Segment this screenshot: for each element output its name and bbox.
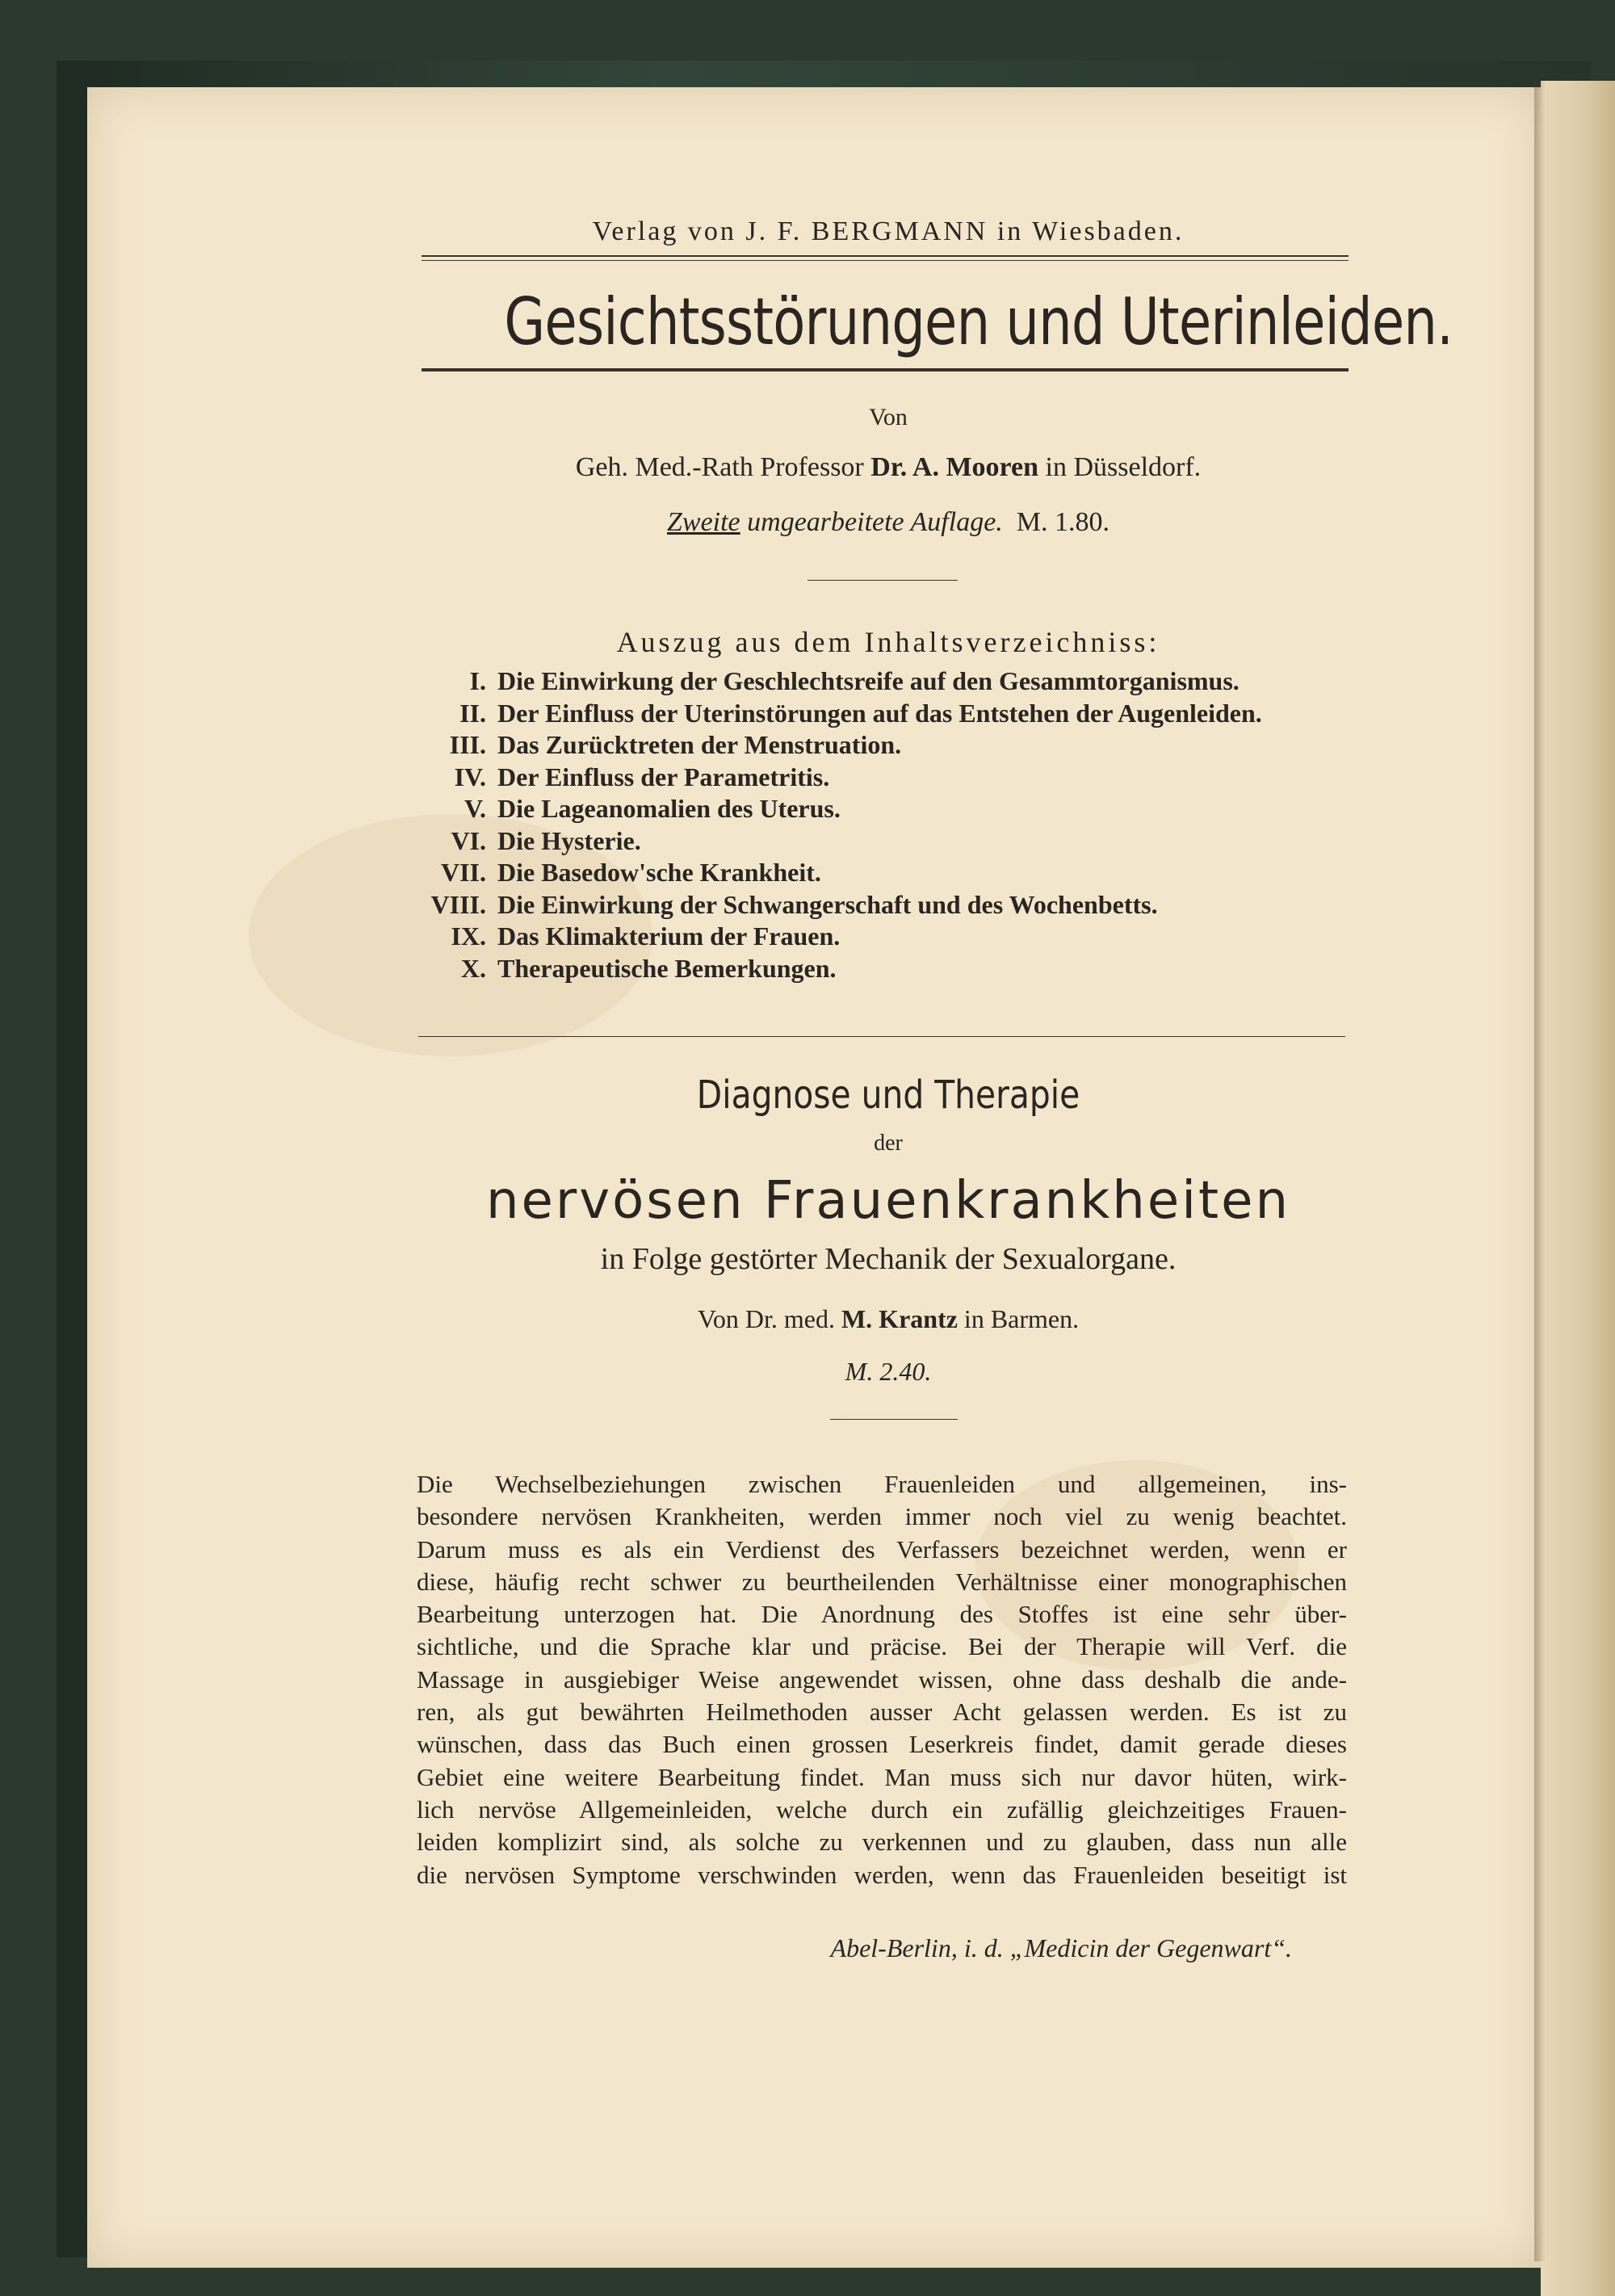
toc-text: Die Hysterie. bbox=[497, 825, 641, 855]
book1-price: M. 1.80. bbox=[1016, 507, 1110, 537]
toc-number: X. bbox=[460, 953, 486, 983]
author-suffix: in Düsseldorf. bbox=[1038, 452, 1202, 482]
author-name: M. Krantz bbox=[841, 1304, 958, 1333]
review-line: Darum muss es als ein Verdienst des Verfassers bezeichnet werden, wenn er bbox=[417, 1534, 1347, 1564]
toc-item bbox=[420, 890, 1389, 922]
table-of-contents bbox=[420, 666, 1389, 985]
toc-text: Das Klimakterium der Frauen. bbox=[497, 921, 841, 951]
toc-text: Der Einfluss der Parametritis. bbox=[497, 762, 830, 791]
book2-big-title: nervösen Frauenkrankheiten bbox=[485, 1171, 1291, 1231]
toc-text: Der Einfluss der Uterinstörungen auf das Entstehen der Augenleiden. bbox=[497, 698, 1262, 728]
toc-text: Die Lageanomalien des Uterus. bbox=[497, 794, 841, 823]
page-edge bbox=[1541, 81, 1615, 2296]
author-prefix: Von Dr. med. bbox=[697, 1304, 841, 1333]
toc-number: IX. bbox=[451, 921, 486, 951]
toc-number: I. bbox=[469, 666, 486, 695]
toc-number: IV. bbox=[454, 762, 486, 791]
book1-edition bbox=[420, 507, 1357, 538]
toc-item bbox=[420, 666, 1389, 699]
review-citation: Abel-Berlin, i. d. „Medicin der Gegenwart“. bbox=[830, 1933, 1292, 1962]
review-line: die nervösen Symptome verschwinden werden, wenn das Frauenleiden beseitigt ist bbox=[417, 1860, 1347, 1889]
author-prefix: Geh. Med.-Rath Professor bbox=[575, 452, 871, 482]
book1-von: Von bbox=[869, 404, 908, 430]
rule-top-2 bbox=[422, 260, 1349, 261]
review-line: Die Wechselbeziehungen zwischen Frauenleiden und allgemeinen, ins- bbox=[417, 1470, 1347, 1498]
toc-item bbox=[420, 762, 1389, 795]
review-line: diese, häufig recht schwer zu beurtheilenden Verhältnisse einer monographischen bbox=[417, 1567, 1347, 1596]
short-rule bbox=[808, 580, 958, 581]
review-line: ren, als gut bewährten Heilmethoden ausser Acht gelassen werden. Es ist zu bbox=[417, 1698, 1347, 1727]
toc-item bbox=[420, 730, 1389, 762]
rule-top-1 bbox=[422, 255, 1349, 257]
publisher-line: Verlag von J. F. BERGMANN in Wiesbaden. bbox=[592, 216, 1185, 246]
toc-item bbox=[420, 794, 1389, 826]
book2-subtitle: in Folge gestörter Mechanik der Sexualorgane. bbox=[600, 1242, 1177, 1276]
spine-shadow bbox=[1534, 81, 1546, 2261]
book2-der: der bbox=[874, 1131, 903, 1156]
toc-number: III. bbox=[449, 730, 486, 759]
toc-text: Die Einwirkung der Geschlechtsreife auf den Gesammtorganismus. bbox=[497, 666, 1240, 695]
toc-number: II. bbox=[459, 698, 486, 728]
toc-text: Therapeutische Bemerkungen. bbox=[497, 953, 837, 983]
toc-item bbox=[420, 699, 1389, 731]
toc-number: VI. bbox=[451, 825, 486, 855]
book2-price: M. 2.40. bbox=[845, 1357, 932, 1386]
review-line: Gebiet eine weitere Bearbeitung findet. Man muss sich nur davor hüten, wirk- bbox=[417, 1762, 1347, 1791]
review-line: sichtliche, und die Sprache klar und präcise. Bei der Therapie will Verf. die bbox=[417, 1632, 1347, 1661]
section-divider bbox=[418, 1036, 1345, 1037]
book2-title: Diagnose und Therapie bbox=[696, 1072, 1080, 1118]
toc-number: VII. bbox=[440, 858, 486, 887]
edition-underlined: Zweite bbox=[666, 507, 740, 537]
edition-text: umgearbeitete Auflage. bbox=[740, 507, 1003, 537]
title-rule bbox=[422, 368, 1349, 371]
toc-text: Die Einwirkung der Schwangerschaft und des Wochenbetts. bbox=[497, 889, 1158, 919]
toc-item bbox=[420, 826, 1389, 858]
review-line: besondere nervösen Krankheiten, werden immer noch viel zu wenig beachtet. bbox=[417, 1502, 1347, 1531]
toc-number: VIII. bbox=[430, 889, 486, 919]
review-line: wünschen, dass das Buch einen grossen Leserkreis findet, damit gerade dieses bbox=[417, 1730, 1347, 1759]
toc-number: V. bbox=[464, 794, 486, 823]
toc-text: Das Zurücktreten der Menstruation. bbox=[497, 730, 902, 759]
short-rule bbox=[830, 1419, 958, 1420]
review-line: Bearbeitung unterzogen hat. Die Anordnung des Stoffes ist eine sehr über- bbox=[417, 1600, 1347, 1629]
review-text bbox=[417, 1468, 1347, 1891]
review-line: leiden komplizirt sind, als solche zu verkennen und zu glauben, dass nun alle bbox=[417, 1828, 1347, 1857]
author-suffix: in Barmen. bbox=[957, 1304, 1080, 1333]
review-line: Massage in ausgiebiger Weise angewendet wissen, ohne dass deshalb die ande- bbox=[417, 1664, 1347, 1694]
toc-item bbox=[420, 921, 1389, 954]
book1-title: Gesichtsstörungen und Uterinleiden. bbox=[504, 284, 1454, 359]
author-name: Dr. A. Mooren bbox=[870, 452, 1039, 482]
toc-item bbox=[420, 954, 1389, 986]
toc-item bbox=[420, 858, 1389, 890]
review-line: lich nervöse Allgemeinleiden, welche durch ein zufällig gleichzeitiges Frauen- bbox=[417, 1794, 1347, 1824]
toc-heading: Auszug aus dem Inhaltsverzeichniss: bbox=[616, 626, 1160, 658]
toc-text: Die Basedow'sche Krankheit. bbox=[497, 858, 821, 887]
book2-author bbox=[420, 1304, 1357, 1334]
book1-author bbox=[420, 452, 1357, 483]
